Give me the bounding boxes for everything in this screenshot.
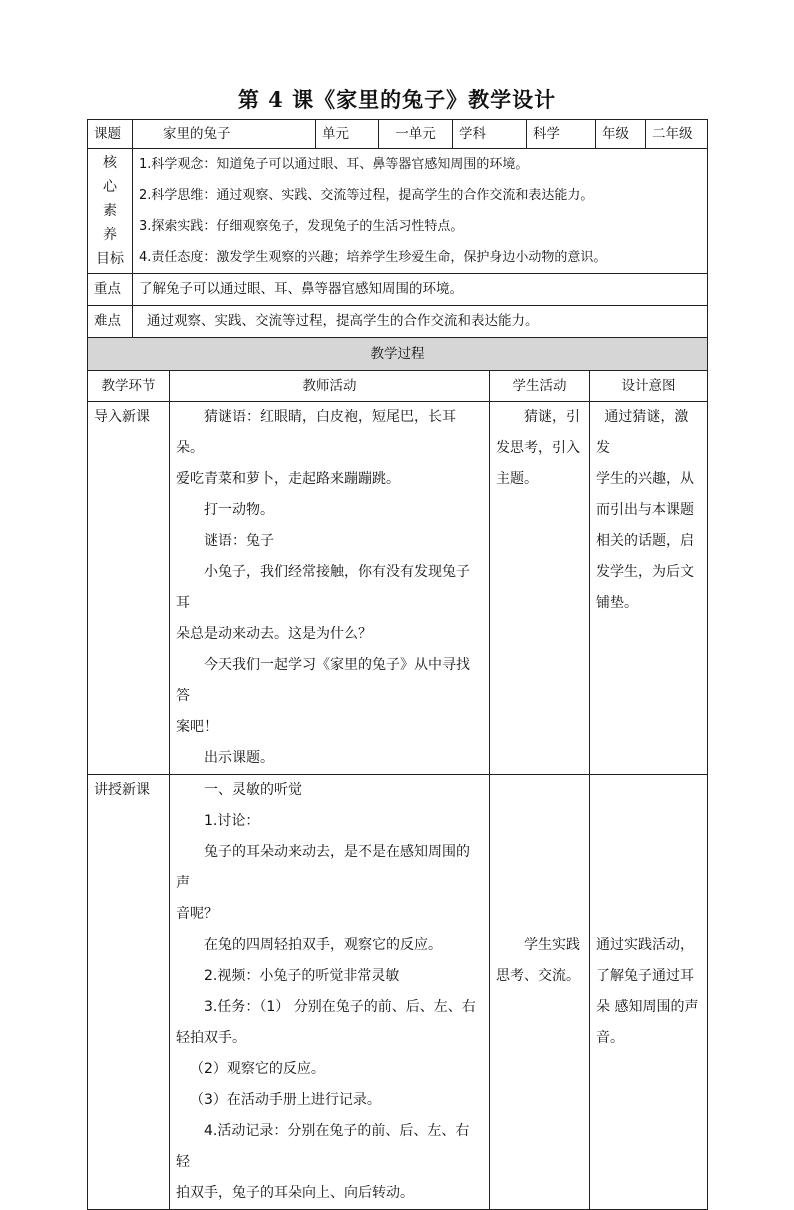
intent-line: 朵 感知周围的声 — [596, 999, 699, 1015]
student-line: 主题。 — [496, 471, 538, 487]
topic-label: 课题 — [88, 120, 133, 149]
stage-name: 导入新课 — [94, 409, 150, 425]
student-line: 发思考，引入 — [496, 440, 580, 456]
student-line: 猜谜，引 — [524, 409, 580, 425]
difficulty-label: 难点 — [88, 306, 133, 338]
intent-line: 了解兔子通过耳 — [596, 968, 694, 984]
subject-value: 科学 — [527, 120, 596, 149]
difficulty-value: 通过观察、实践、交流等过程，提高学生的合作交流和表达能力。 — [133, 306, 708, 338]
process-header: 教学过程 — [88, 338, 708, 371]
teacher-line: 2.视频：小兔子的听觉非常灵敏 — [204, 968, 400, 984]
teacher-line: 谜语：兔子 — [204, 533, 274, 549]
stage-cell — [88, 775, 170, 1210]
column-header-student: 学生活动 — [490, 371, 590, 402]
teacher-line: 出示课题。 — [204, 750, 274, 766]
teacher-line: 在兔的四周轻拍双手，观察它的反应。 — [204, 937, 442, 953]
design-intent-cell — [590, 775, 708, 1210]
topic-value: 家里的兔子 — [133, 120, 316, 149]
grade-label: 年级 — [596, 120, 646, 149]
goal-item: 1.科学观念：知道兔子可以通过眼、耳、鼻等器官感知周围的环境。 — [139, 157, 529, 172]
column-header-teacher: 教师活动 — [170, 371, 490, 402]
teacher-line: 音呢？ — [176, 906, 218, 922]
process-columns-row — [88, 371, 708, 402]
core-goals-label — [88, 149, 133, 274]
goal-item: 3.探索实践：仔细观察兔子，发现兔子的生活习性特点。 — [139, 219, 464, 234]
stage-name: 讲授新课 — [94, 782, 150, 798]
teacher-line: 轻拍双手。 — [176, 1030, 246, 1046]
teacher-activity-cell — [170, 402, 490, 775]
intent-line: 相关的话题，启 — [596, 533, 694, 549]
process-row-intro — [88, 402, 708, 775]
teacher-line: （3）在活动手册上进行记录。 — [190, 1092, 381, 1108]
core-goals-row — [88, 149, 708, 274]
intent-line: 通过实践活动， — [596, 937, 694, 953]
unit-label: 单元 — [316, 120, 379, 149]
goal-item: 4.责任态度：激发学生观察的兴趣；培养学生珍爱生命，保护身边小动物的意识。 — [139, 250, 607, 265]
column-header-intent: 设计意图 — [590, 371, 708, 402]
process-row-new-lesson — [88, 775, 708, 1210]
teacher-line: 一、灵敏的听觉 — [204, 782, 302, 798]
student-line: 思考、交流。 — [496, 968, 580, 984]
teacher-line: 打一动物。 — [204, 502, 274, 518]
teacher-line: 小兔子，我们经常接触，你有没有发现兔子耳 — [176, 564, 470, 611]
difficulty-row — [88, 306, 708, 338]
grade-value: 二年级 — [646, 120, 708, 149]
teacher-line: 1.讨论： — [204, 813, 260, 829]
stage-cell — [88, 402, 170, 775]
core-goals-list — [133, 149, 708, 274]
design-intent-cell — [590, 402, 708, 775]
teacher-line: 朵总是动来动去。这是为什么？ — [176, 626, 372, 642]
teacher-line: 兔子的耳朵动来动去，是不是在感知周围的声 — [176, 844, 470, 891]
lesson-info-table — [87, 119, 708, 338]
key-point-row — [88, 274, 708, 306]
intent-line: 而引出与本课题 — [596, 502, 694, 518]
key-point-value: 了解兔子可以通过眼、耳、鼻等器官感知周围的环境。 — [133, 274, 708, 306]
unit-value: 一单元 — [379, 120, 453, 149]
teacher-line: 案吧！ — [176, 719, 218, 735]
intent-line: 学生的兴趣，从 — [596, 471, 694, 487]
intent-line: 发学生，为后文 — [596, 564, 694, 580]
process-header-row — [88, 338, 708, 371]
goal-item: 2.科学思维：通过观察、实践、交流等过程，提高学生的合作交流和表达能力。 — [139, 188, 594, 203]
core-label-line: 核 心 — [103, 155, 117, 195]
intent-line: 铺垫。 — [596, 595, 638, 611]
column-header-stage: 教学环节 — [88, 371, 170, 402]
core-label-line: 素 养 — [103, 203, 117, 243]
teacher-line: （2）观察它的反应。 — [190, 1061, 325, 1077]
intent-line: 音。 — [596, 1030, 624, 1046]
teacher-line: 爱吃青菜和萝卜，走起路来蹦蹦跳。 — [176, 471, 400, 487]
document-title: 第 4 课《家里的兔子》教学设计 — [237, 87, 557, 112]
core-label-line: 目标 — [96, 251, 124, 267]
teaching-process-table — [87, 337, 708, 1210]
teacher-line: 今天我们一起学习《家里的兔子》从中寻找答 — [176, 657, 470, 704]
key-point-label: 重点 — [88, 274, 133, 306]
teacher-activity-cell — [170, 775, 490, 1210]
info-row — [88, 120, 708, 149]
student-activity-cell — [490, 775, 590, 1210]
teacher-line: 猜谜语：红眼睛，白皮袍，短尾巴，长耳朵。 — [176, 409, 456, 456]
intent-line: 通过猜谜，激发 — [596, 409, 689, 456]
teacher-line: 拍双手，兔子的耳朵向上、向后转动。 — [176, 1185, 414, 1201]
teacher-line: 3.任务：（1） 分别在兔子的前、后、左、右 — [204, 999, 476, 1015]
subject-label: 学科 — [453, 120, 527, 149]
teacher-line: 4.活动记录：分别在兔子的前、后、左、右轻 — [176, 1123, 470, 1170]
student-line: 学生实践 — [524, 937, 580, 953]
student-activity-cell — [490, 402, 590, 775]
